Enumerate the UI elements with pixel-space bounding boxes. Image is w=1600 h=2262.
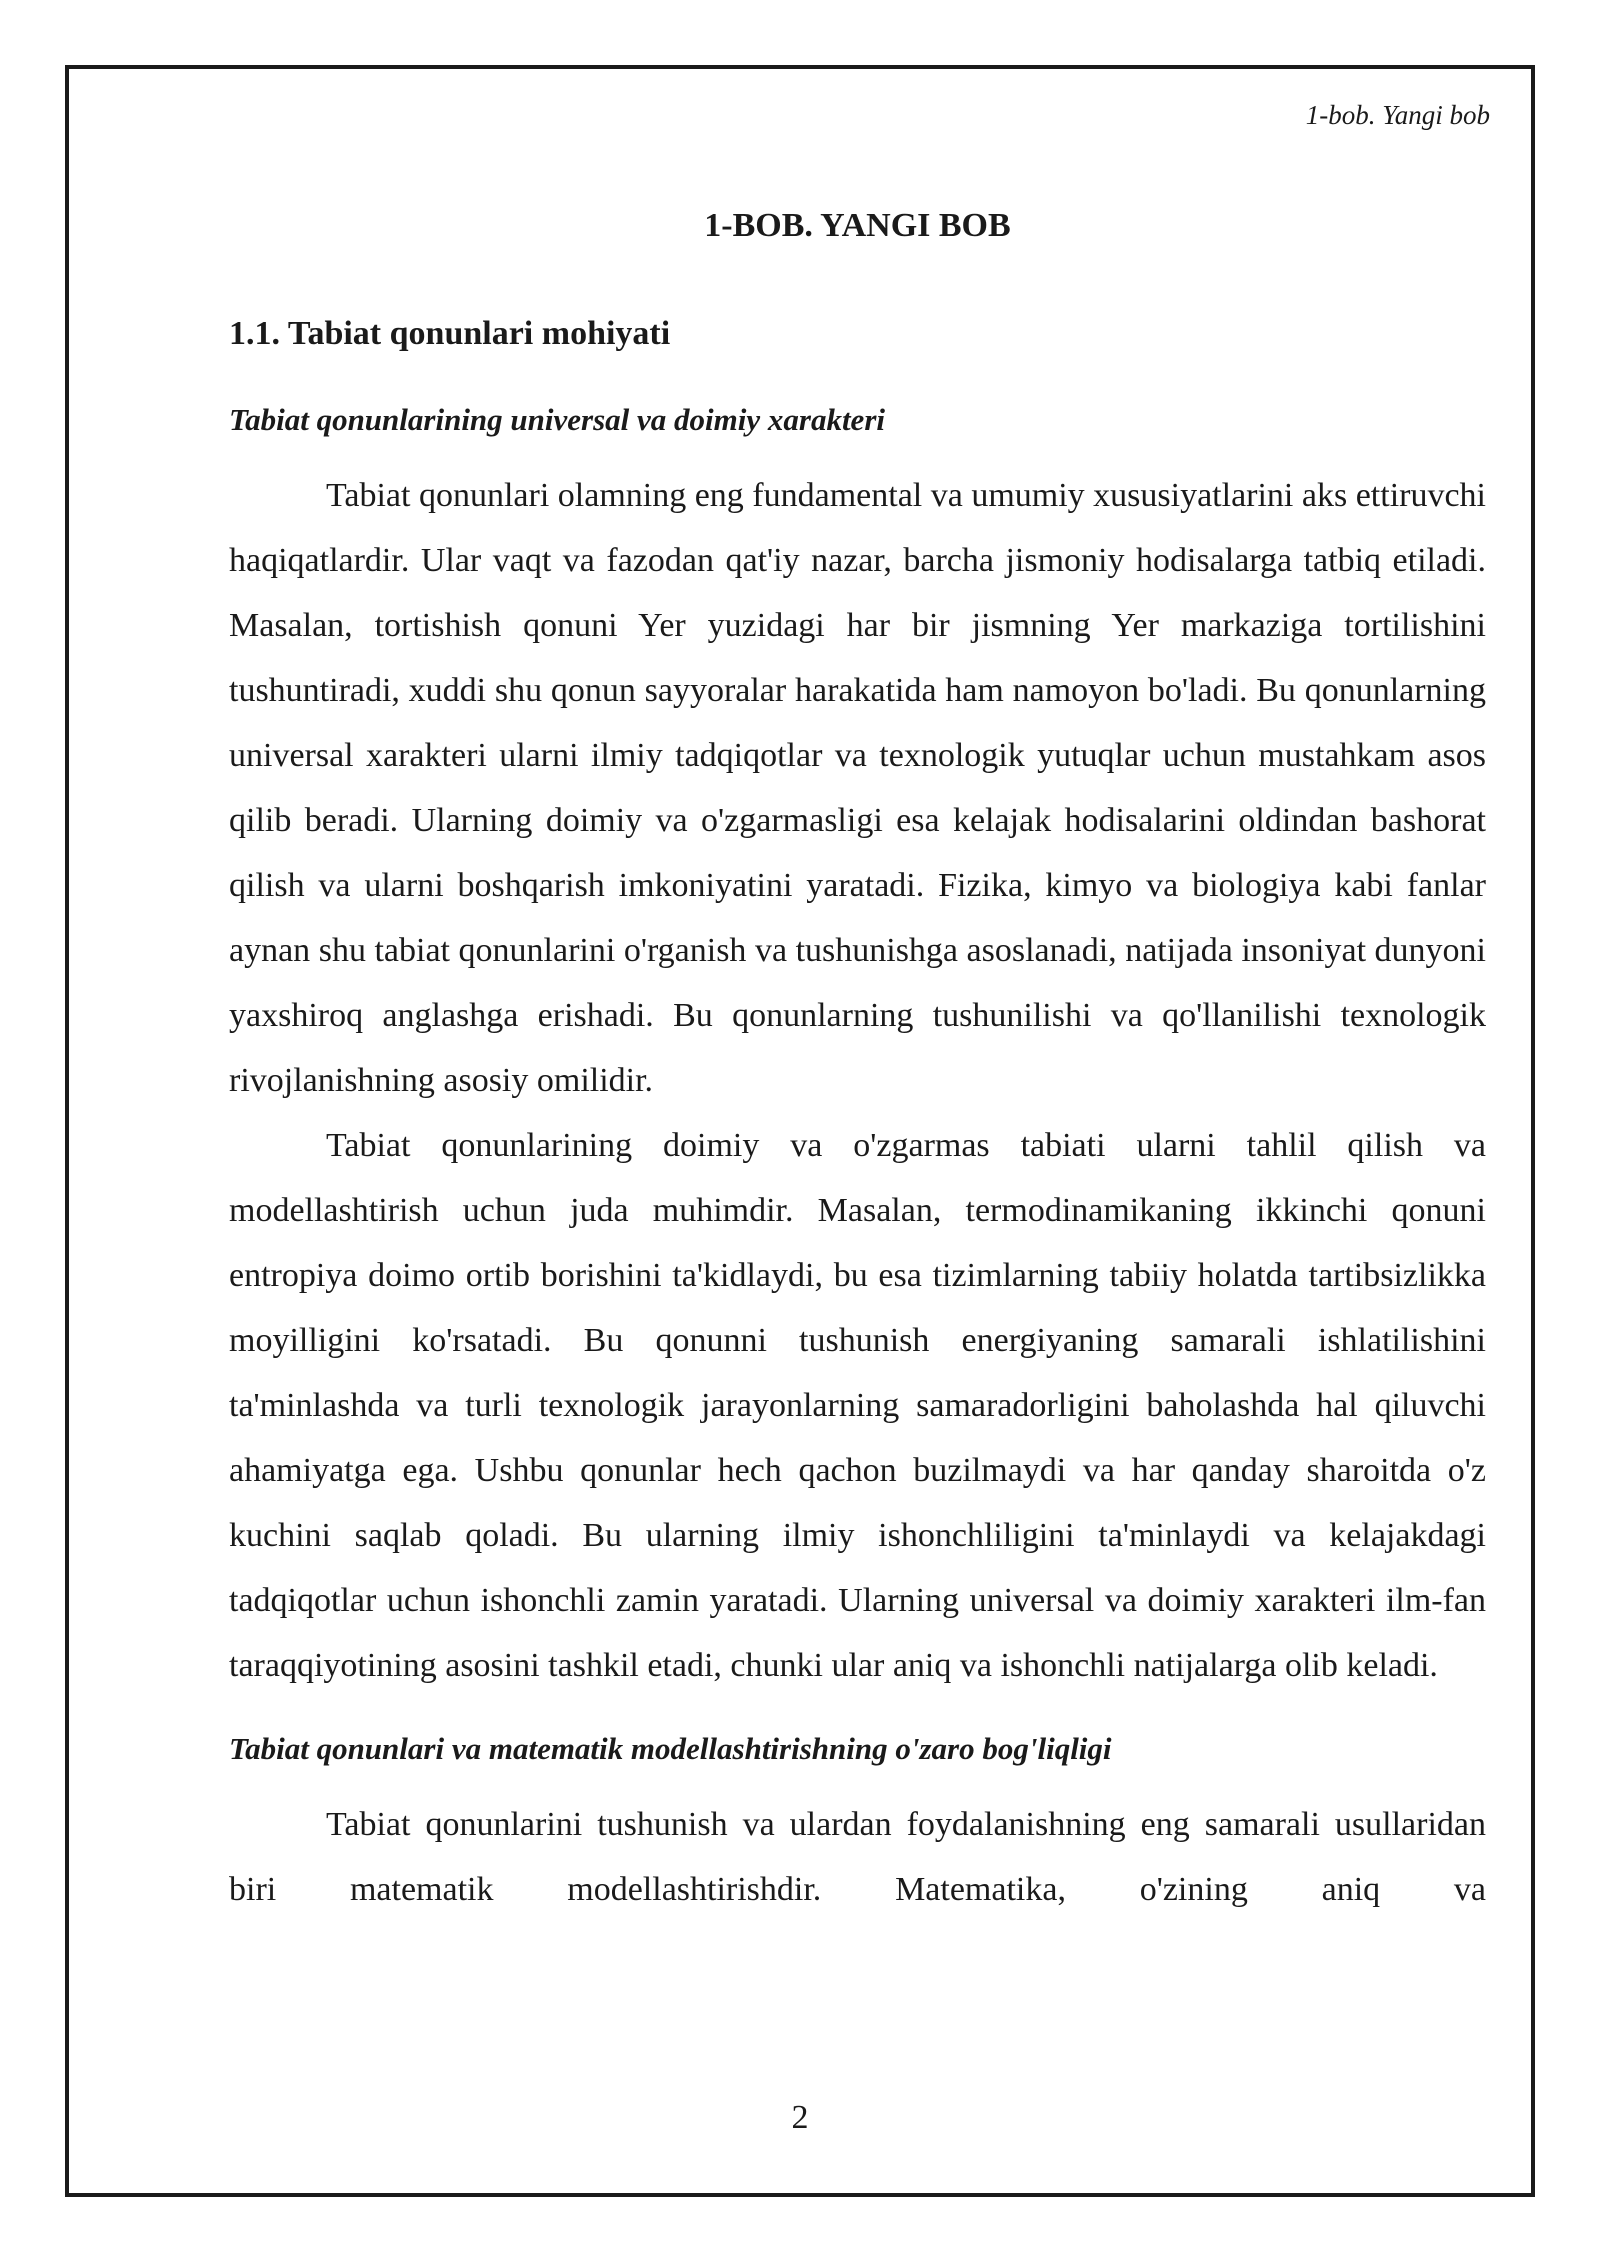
- subsection-title: Tabiat qonunlarining universal va doimiy xarakteri: [229, 402, 885, 437]
- subsection-title: Tabiat qonunlari va matematik modellashtirishning o'zaro bog'liqligi: [229, 1731, 1112, 1766]
- body-paragraph: Tabiat qonunlari olamning eng fundamental va umumiy xususiyatlarini aks ettiruvchi haqiqatlardir. Ular vaqt va fazodan qat'iy nazar, barcha jismoniy hodisalarga tatbiq etiladi. Masalan, tortishish qonuni Yer yuzidagi har bir jismning Yer markaziga tortilishini tushuntiradi, xuddi shu qonun sayyoralar harakatida ham namoyon bo'ladi. Bu qonunlarning universal xarakteri ularni ilmiy tadqiqotlar va texnologik yutuqlar uchun mustahkam asos qilib beradi. Ularning doimiy va o'zgarmasligi esa kelajak hodisalarini oldindan bashorat qilish va ularni boshqarish imkoniyatini yaratadi. Fizika, kimyo va biologiya kabi fanlar aynan shu tabiat qonunlarini o'rganish va tushunishga asoslanadi, natijada insoniyat dunyoni yaxshiroq anglashga erishadi. Bu qonunlarning tushunilishi va qo'llanilishi texnologik rivojlanishning asosiy omilidir.: [229, 477, 1486, 1099]
- page-number: 2: [791, 2099, 809, 2136]
- running-header: 1-bob. Yangi bob: [1305, 100, 1490, 130]
- document-body: [229, 205, 1486, 1922]
- body-paragraph: Tabiat qonunlarining doimiy va o'zgarmas tabiati ularni tahlil qilish va modellashtirish uchun juda muhimdir. Masalan, termodinamikaning ikkinchi qonuni entropiya doimo ortib borishini ta'kidlaydi, bu esa tizimlarning tabiiy holatda tartibsizlikka moyilligini ko'rsatadi. Bu qonunni tushunish energiyaning samarali ishlatilishini ta'minlashda va turli texnologik jarayonlarning samaradorligini baholashda hal qiluvchi ahamiyatga ega. Ushbu qonunlar hech qachon buzilmaydi va har qanday sharoitda o'z kuchini saqlab qoladi. Bu ularning ilmiy ishonchliligini ta'minlaydi va kelajakdagi tadqiqotlar uchun ishonchli zamin yaratadi. Ularning universal va doimiy xarakteri ilm-fan taraqqiyotining asosini tashkil etadi, chunki ular aniq va ishonchli natijalarga olib keladi.: [229, 1127, 1486, 1684]
- subsection: [229, 401, 1486, 1698]
- section-title: 1.1. Tabiat qonunlari mohiyati: [229, 315, 671, 352]
- subsection: [229, 1730, 1486, 1922]
- chapter-title: 1-BOB. YANGI BOB: [704, 207, 1011, 244]
- body-paragraph: Tabiat qonunlarini tushunish va ulardan foydalanishning eng samarali usullaridan biri matematik modellashtirishdir. Matematika, o'zining aniq va: [229, 1806, 1486, 1908]
